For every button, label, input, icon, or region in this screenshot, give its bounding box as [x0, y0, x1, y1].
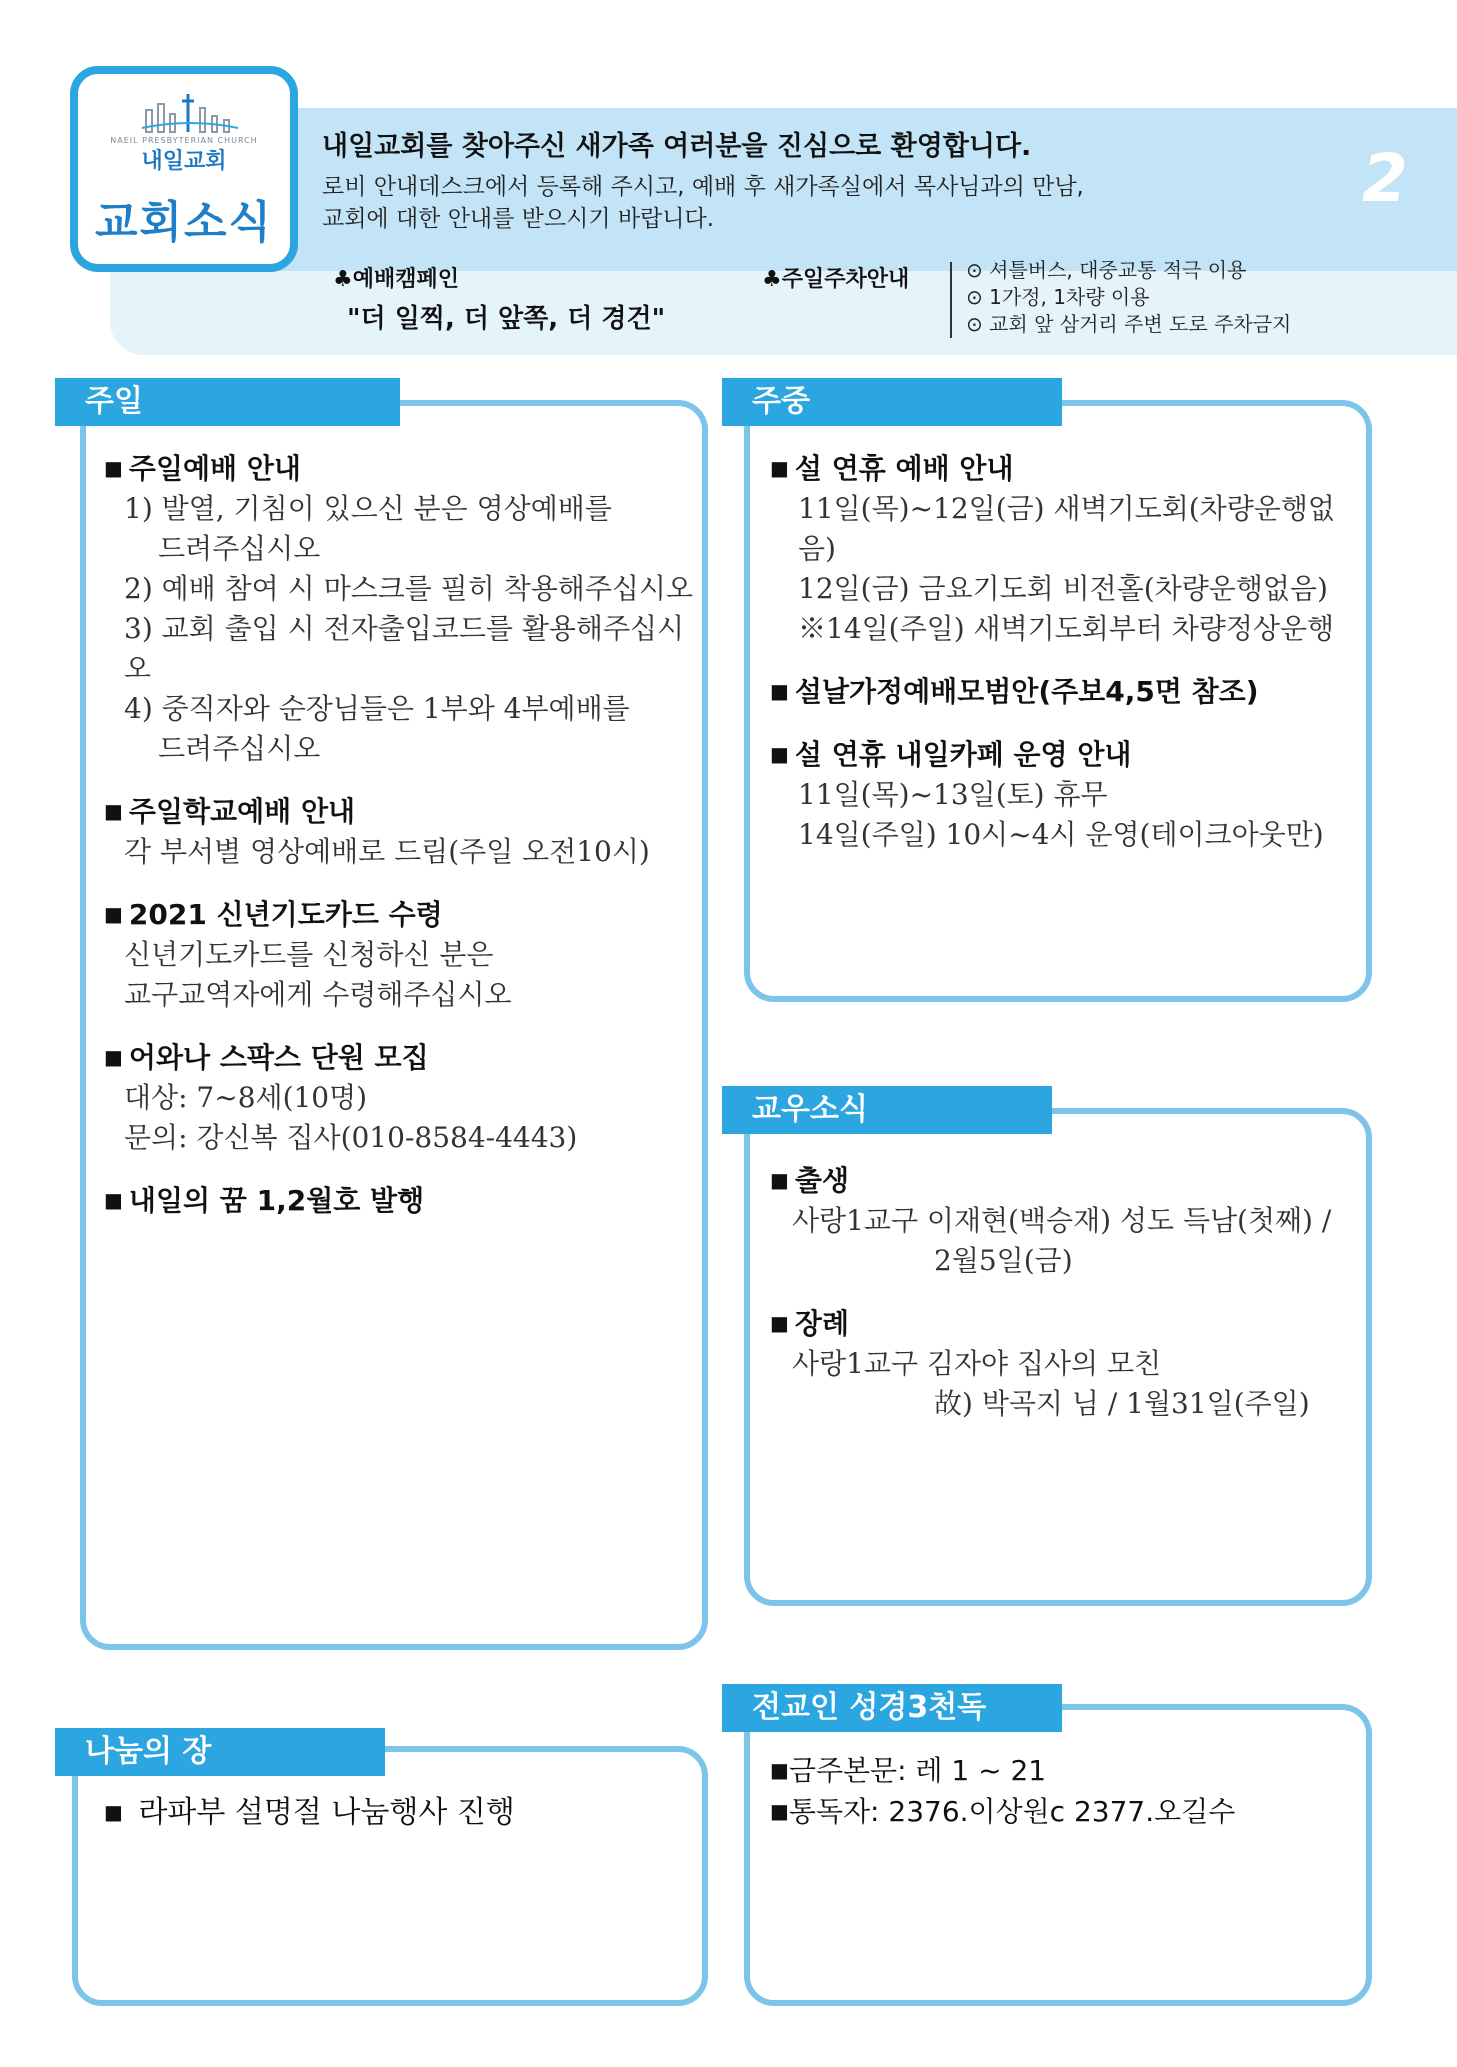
notice-line: 11일(목)~13일(토) 휴무: [798, 778, 1108, 811]
welcome-text-line: 로비 안내데스크에서 등록해 주시고, 예배 후 새가족실에서 목사님과의 만남,: [322, 174, 1084, 200]
notice-line: 교구교역자에게 수령해주십시오: [124, 978, 512, 1011]
notice-heading: ■ 라파부 설명절 나눔행사 진행: [104, 1795, 515, 1830]
sunday-section-label: 주일: [55, 378, 400, 426]
notice-line: ※14일(주일) 새벽기도회부터 차량정상운행: [798, 612, 1335, 645]
notice-heading: ■ 주일학교예배 안내: [104, 795, 356, 828]
notice-line: 각 부서별 영상예배로 드림(주일 오전10시): [124, 835, 650, 868]
notice-heading: ■ 주일예배 안내: [104, 452, 301, 485]
sunday-notices: [104, 448, 704, 1221]
notice-heading: ■ 설 연휴 내일카페 운영 안내: [770, 738, 1132, 771]
notice-heading: ■ 출생: [770, 1164, 850, 1197]
bible-reading: [770, 1750, 1235, 1832]
notice-line: 1) 발열, 기침이 있으신 분은 영상예배를: [124, 492, 612, 525]
parking-list: [966, 257, 1291, 338]
page-number: 2: [1362, 140, 1408, 217]
notice-line: 드려주십시오: [158, 732, 321, 765]
notice-line: 사랑1교구 김자야 집사의 모친: [792, 1347, 1162, 1380]
sharing-section-label: 나눔의 장: [55, 1728, 385, 1776]
notice-line: 대상: 7~8세(10명): [124, 1081, 368, 1114]
notice-line: 3) 교회 출입 시 전자출입코드를 활용해주십시오: [124, 612, 685, 685]
church-skyline-icon: [140, 92, 240, 134]
notice-line: 드려주십시오: [158, 532, 321, 565]
notice-heading: ■ 설날가정예배모범안(주보4,5면 참조): [770, 675, 1259, 708]
notice-heading: ■ 2021 신년기도카드 수령: [104, 898, 443, 931]
notice-line: 4) 중직자와 순장님들은 1부와 4부예배를: [124, 692, 630, 725]
bible-text-line: ■금주본문: 레 1 ~ 21: [770, 1754, 1047, 1787]
notice-heading: ■ 장례: [770, 1307, 850, 1340]
notice-heading: ■ 내일의 꿈 1,2월호 발행: [104, 1184, 425, 1217]
welcome-headline: 내일교회를 찾아주신 새가족 여러분을 진심으로 환영합니다.: [322, 131, 1032, 162]
notice-line: 故) 박곡지 님 / 1월31일(주일): [934, 1387, 1310, 1420]
parking-item: ⊙ 셔틀버스, 대중교통 적극 이용: [966, 258, 1247, 282]
notice-line: 14일(주일) 10시~4시 운영(테이크아웃만): [798, 818, 1324, 851]
notice-line: 사랑1교구 이재현(백승재) 성도 득남(첫째) /: [792, 1204, 1332, 1237]
parking-label: ♣주일주차안내: [762, 267, 910, 292]
bible-section-label: 전교인 성경3천독: [722, 1684, 1062, 1732]
notice-line: 2월5일(금): [934, 1244, 1073, 1277]
logo-church-name: 내일교회: [141, 149, 227, 174]
parking-item: ⊙ 1가정, 1차량 이용: [966, 285, 1150, 309]
notice-heading: ■ 어와나 스팍스 단원 모집: [104, 1041, 429, 1074]
campaign-slogan: "더 일찍, 더 앞쪽, 더 경건": [347, 304, 666, 334]
notice-heading: ■ 설 연휴 예배 안내: [770, 452, 1014, 485]
members-section-label: 교우소식: [722, 1086, 1052, 1134]
sharing-item: [104, 1792, 515, 1833]
members-news: [770, 1160, 1370, 1424]
sharing-section-box: [72, 1746, 708, 2006]
campaign-label: ♣예배캠페인: [333, 267, 459, 292]
notice-line: 12일(금) 금요기도회 비전홀(차량운행없음): [798, 572, 1328, 605]
parking-item: ⊙ 교회 앞 삼거리 주변 도로 주차금지: [966, 312, 1292, 336]
weekday-notices: [770, 448, 1370, 855]
notice-line: 문의: 강신복 집사(010-8584-4443): [124, 1121, 578, 1154]
notice-line: 신년기도카드를 신청하신 분은: [124, 938, 494, 971]
bible-readers-line: ■통독자: 2376.이상원c 2377.오길수: [770, 1795, 1236, 1828]
logo-subtitle: NAEIL PRESBYTERIAN CHURCH: [110, 136, 258, 145]
page-title: 교회소식: [94, 197, 273, 248]
divider: [950, 262, 952, 338]
notice-line: 2) 예배 참여 시 마스크를 필히 착용해주십시오: [124, 572, 694, 605]
weekday-section-label: 주중: [722, 378, 1062, 426]
notice-line: 11일(목)~12일(금) 새벽기도회(차량운행없음): [798, 492, 1335, 565]
church-logo: [70, 66, 298, 272]
welcome-text-line: 교회에 대한 안내를 받으시기 바랍니다.: [322, 206, 715, 232]
